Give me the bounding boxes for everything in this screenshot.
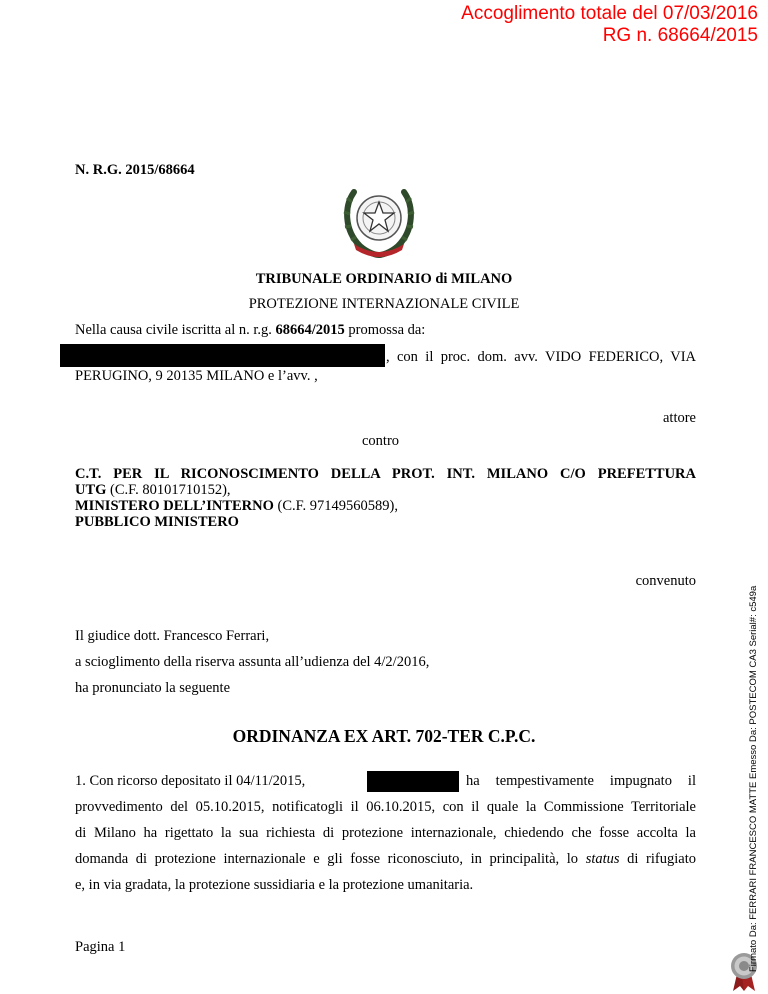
digital-signature-note: Firmato Da: FERRARI FRANCESCO MATTE Emesso Da: POSTECOM CA3 Serial#: c549a — [748, 585, 759, 972]
judge-line1: Il giudice dott. Francesco Ferrari, — [75, 628, 270, 644]
defendant-role: convenuto — [635, 573, 696, 589]
page-number: Pagina 1 — [75, 939, 126, 955]
para1-line4 — [75, 851, 696, 868]
decision-stamp-line1: Accoglimento totale del 07/03/2016 — [461, 3, 758, 24]
intro-prefix: Nella causa civile iscritta al n. r.g. — [75, 322, 276, 338]
court-name: TRIBUNALE ORDINARIO di MILANO — [255, 271, 513, 287]
para1-line4-text: domanda di protezione internazionale e gli fosse riconosciuto, in principalità, lo — [75, 851, 579, 867]
judge-line3: ha pronunciato la seguente — [75, 680, 231, 696]
defendant-1-cf: (C.F. 80101710152), — [106, 482, 231, 498]
para1-line2: provvedimento del 05.10.2015, notificatogli il 06.10.2015, con il quale la Commissione Territoriale — [75, 799, 696, 815]
redacted-plaintiff-name — [60, 344, 385, 367]
plaintiff-counsel-line1: , con il proc. dom. avv. VIDO FEDERICO, VIA — [386, 349, 696, 365]
para1-start: 1. Con ricorso depositato il 04/11/2015, — [75, 773, 306, 789]
judge-line2: a scioglimento della riserva assunta all’udienza del 4/2/2016, — [75, 654, 430, 670]
italian-republic-emblem — [340, 182, 418, 258]
defendant-2-name: MINISTERO DELL’INTERNO — [75, 498, 274, 514]
defendant-1: C.T. PER IL RICONOSCIMENTO DELLA PROT. INT. MILANO C/O PREFETTURA — [75, 466, 696, 482]
defendant-1-cont — [75, 482, 231, 499]
plaintiff-role: attore — [662, 410, 696, 426]
redacted-name — [367, 771, 459, 792]
intro-rg: 68664/2015 — [275, 322, 345, 338]
para1-line4-end: di rifugiato — [619, 851, 696, 867]
para1-after: ha tempestivamente impugnato il — [466, 773, 696, 789]
defendant-1-utg: UTG — [75, 482, 107, 498]
court-section: PROTEZIONE INTERNAZIONALE CIVILE — [248, 296, 520, 312]
defendant-2 — [75, 498, 398, 515]
intro-line — [75, 322, 425, 339]
defendant-2-cf: (C.F. 97149560589), — [273, 498, 398, 514]
defendant-3: PUBBLICO MINISTERO — [75, 514, 239, 530]
decision-stamp-line2: RG n. 68664/2015 — [602, 25, 758, 46]
intro-suffix: promossa da: — [344, 322, 426, 338]
para1-line3: di Milano ha rigettato la sua richiesta di protezione internazionale, chiedendo che fosse accolta la — [75, 825, 696, 841]
contro-label: contro — [362, 433, 400, 449]
para1-line4-italic: status — [585, 851, 620, 867]
para1-line5: e, in via gradata, la protezione sussidiaria e la protezione umanitaria. — [75, 877, 474, 893]
plaintiff-counsel-line2: PERUGINO, 9 20135 MILANO e l’avv. , — [75, 368, 318, 384]
case-number: N. R.G. 2015/68664 — [75, 162, 195, 178]
ordinance-title: ORDINANZA EX ART. 702-TER C.P.C. — [232, 726, 536, 746]
